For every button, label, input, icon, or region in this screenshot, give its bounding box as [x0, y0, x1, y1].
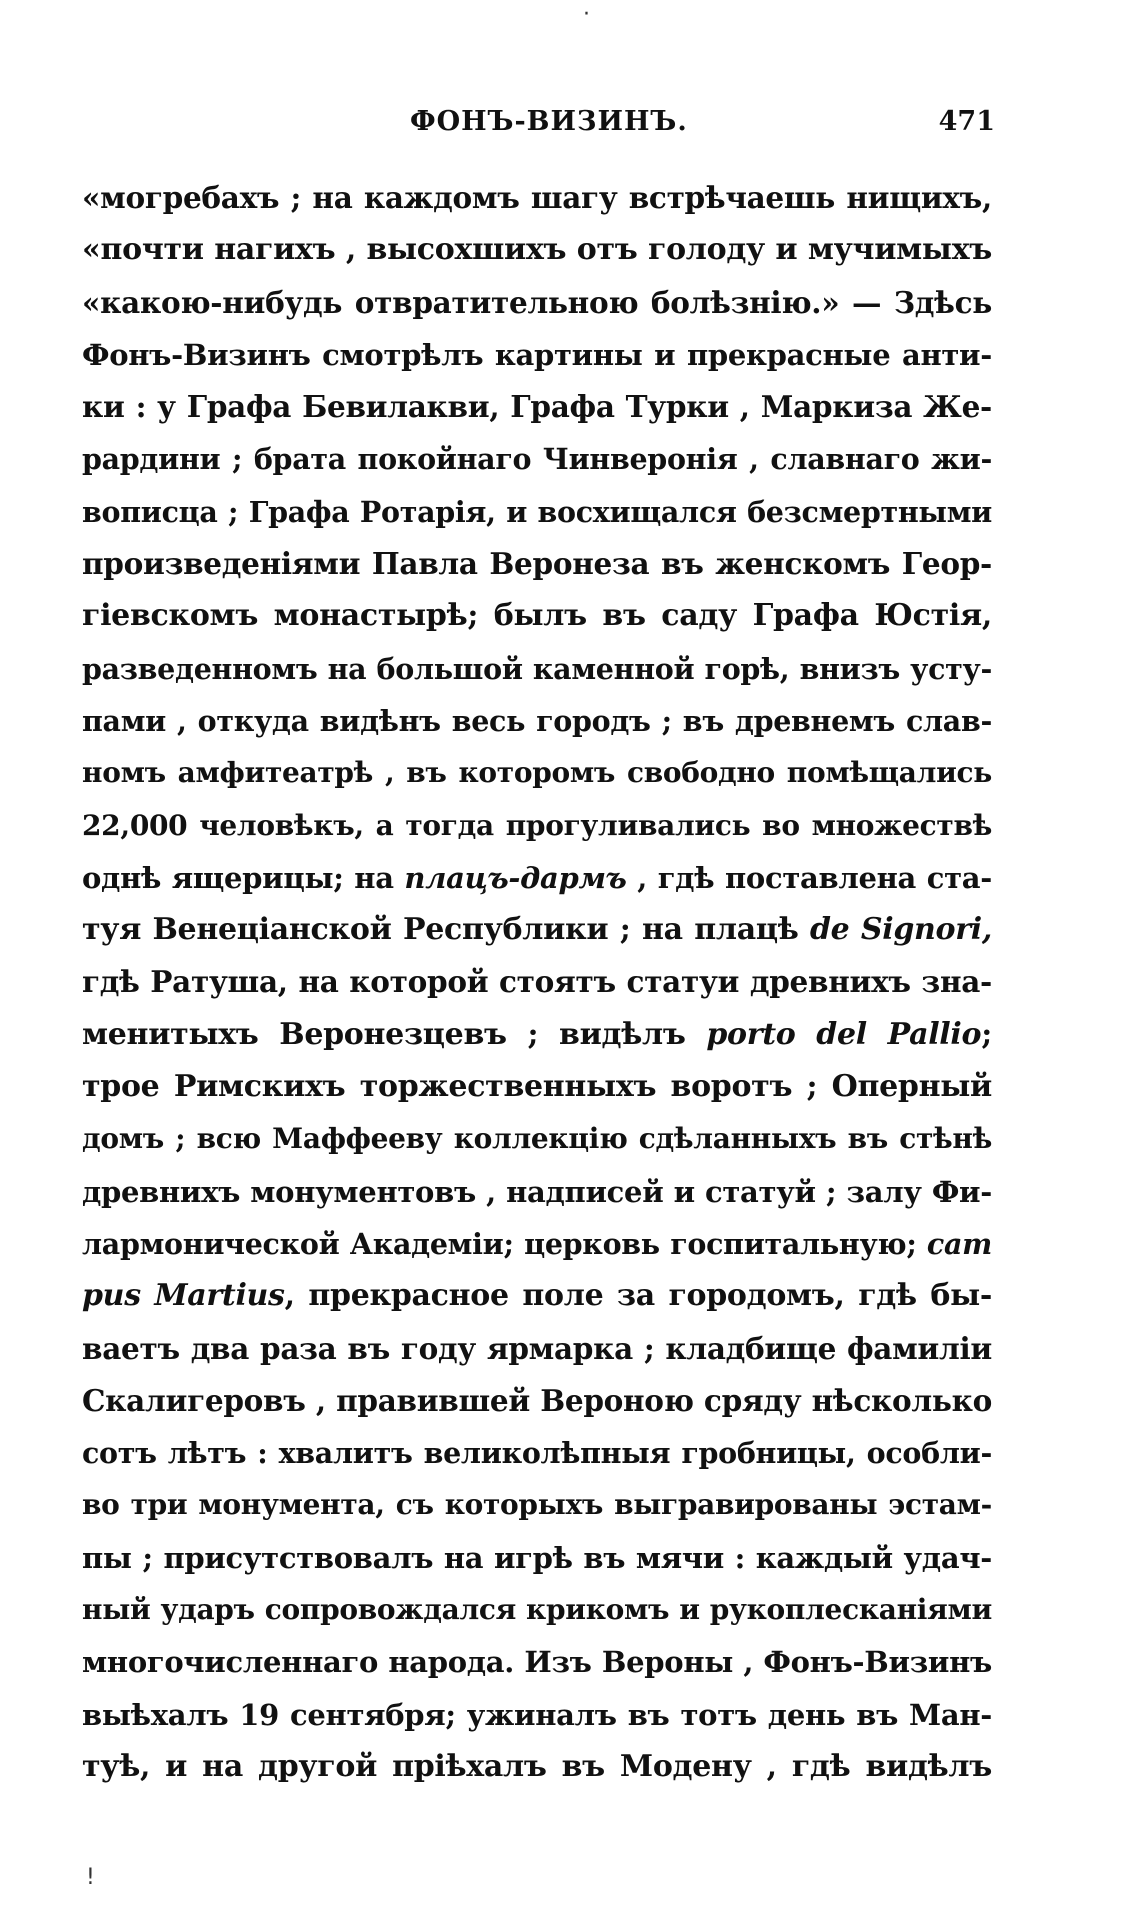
- line-text: туя Венеціанской Республики ; на плацѣ: [82, 912, 810, 948]
- text-line: [82, 1323, 992, 1375]
- text-line: [82, 1636, 992, 1688]
- text-line: [82, 1009, 992, 1061]
- line-text: 22,000 человѣкъ, а тогда прогуливались во множествѣ: [82, 808, 992, 842]
- line-text: лармонической Академіи; церковь госпитальную;: [82, 1226, 927, 1261]
- text-line: [82, 1375, 992, 1427]
- line-text: пы ; присутствовалъ на игрѣ въ мячи : каждый удач-: [82, 1540, 992, 1575]
- text-line: [82, 1532, 992, 1584]
- line-text: Фонъ-Визинъ смотрѣлъ картины и прекрасные анти-: [82, 337, 992, 372]
- line-text: гдѣ Ратуша, на которой стоятъ статуи древнихъ зна-: [82, 964, 992, 1000]
- line-text: «почти нагихъ , высохшихъ отъ голоду и мучимыхъ: [82, 232, 992, 268]
- line-text: «какою-нибудь отвратительною болѣзнію.» — Здѣсь: [82, 284, 992, 320]
- text-line: [82, 1689, 992, 1741]
- text-line: [82, 852, 992, 904]
- text-line: [82, 1584, 992, 1636]
- line-text: , гдѣ поставлена ста-: [626, 860, 992, 895]
- text-line: [82, 1427, 992, 1479]
- line-text: ный ударъ сопровождался крикомъ и рукоплесканіями: [82, 1593, 992, 1627]
- line-text: разведенномъ на большой каменной горѣ, внизъ усту-: [82, 651, 992, 686]
- line-text: «могребахъ ; на каждомъ шагу встрѣчаешь нищихъ,: [82, 180, 992, 215]
- line-text: вописца ; Графа Ротарія, и восхищался безсмертными: [82, 494, 992, 529]
- text-line: [82, 695, 992, 747]
- italic-phrase: плацъ-дармъ: [404, 860, 627, 895]
- text-line: [82, 747, 992, 799]
- text-line: [82, 800, 992, 852]
- line-text: выѣхалъ 19 сентября; ужиналъ въ тотъ день въ Ман-: [82, 1697, 992, 1732]
- text-line: [82, 1113, 992, 1165]
- line-text: древнихъ монументовъ , надписей и статуй ; залу Фи-: [82, 1174, 992, 1209]
- text-line: [82, 224, 992, 276]
- line-text: туѣ, и на другой пріѣхалъ въ Модену , гдѣ видѣлъ: [82, 1748, 992, 1784]
- text-line: [82, 1166, 992, 1218]
- line-text: во три монумента, съ которыхъ выгравированы эстам-: [82, 1488, 992, 1522]
- line-text: , прекрасное поле за городомъ, гдѣ бы-: [284, 1278, 992, 1314]
- text-line: [82, 381, 992, 433]
- text-line: [82, 277, 992, 329]
- line-text: произведеніями Павла Веронеза въ женскомъ Геор-: [82, 546, 992, 582]
- body-text: [82, 172, 992, 1793]
- line-text: однѣ ящерицы; на: [82, 860, 405, 895]
- text-line: [82, 1479, 992, 1531]
- text-line: [82, 590, 992, 642]
- text-line: [82, 956, 992, 1008]
- scan-speck: ·: [583, 2, 590, 27]
- scan-speck: !: [86, 1865, 95, 1890]
- line-text: Скалигеровъ , правившей Вероною сряду нѣсколько: [82, 1382, 992, 1418]
- line-text: ваетъ два раза въ году ярмарка ; кладбище фамиліи: [82, 1330, 992, 1366]
- text-line: [82, 486, 992, 538]
- italic-phrase: cam: [926, 1226, 992, 1261]
- text-line: [82, 538, 992, 590]
- line-text: ;: [981, 1016, 992, 1052]
- line-text: гіевскомъ монастырѣ; былъ въ саду Графа Юстія,: [82, 598, 992, 634]
- text-line: [82, 1061, 992, 1113]
- text-line: [82, 433, 992, 485]
- page-number: 471: [938, 106, 995, 137]
- line-text: трое Римскихъ торжественныхъ воротъ ; Оперный: [82, 1069, 992, 1105]
- line-text: домъ ; всю Маффееву коллекцію сдѣланныхъ въ стѣнѣ: [82, 1122, 992, 1156]
- italic-phrase: porto del Pallio: [706, 1016, 982, 1052]
- text-line: [82, 1741, 992, 1793]
- line-text: номъ амфитеатрѣ , въ которомъ свободно помѣщались: [82, 756, 992, 790]
- line-text: многочисленнаго народа. Изъ Вероны , Фонъ-Визинъ: [82, 1645, 992, 1680]
- line-text: сотъ лѣтъ : хвалитъ великолѣпныя гробницы, особли-: [82, 1436, 992, 1471]
- text-line: [82, 1218, 992, 1270]
- text-line: [82, 904, 992, 956]
- text-line: [82, 1270, 992, 1322]
- line-text: пами , откуда видѣнъ весь городъ ; въ древнемъ слав-: [82, 703, 992, 738]
- italic-phrase: de Signori,: [809, 912, 992, 948]
- text-line: [82, 172, 992, 224]
- running-title: ФОНЪ-ВИЗИНЪ.: [410, 106, 688, 137]
- line-text: ки : у Графа Бевилакви, Графа Турки , Маркиза Же-: [82, 389, 992, 425]
- line-text: менитыхъ Веронезцевъ ; видѣлъ: [82, 1016, 707, 1052]
- page-header: [80, 106, 995, 146]
- italic-phrase: pus Martius: [82, 1278, 285, 1314]
- text-line: [82, 643, 992, 695]
- text-line: [82, 329, 992, 381]
- line-text: рардини ; брата покойнаго Чинверонія , славнаго жи-: [82, 442, 992, 477]
